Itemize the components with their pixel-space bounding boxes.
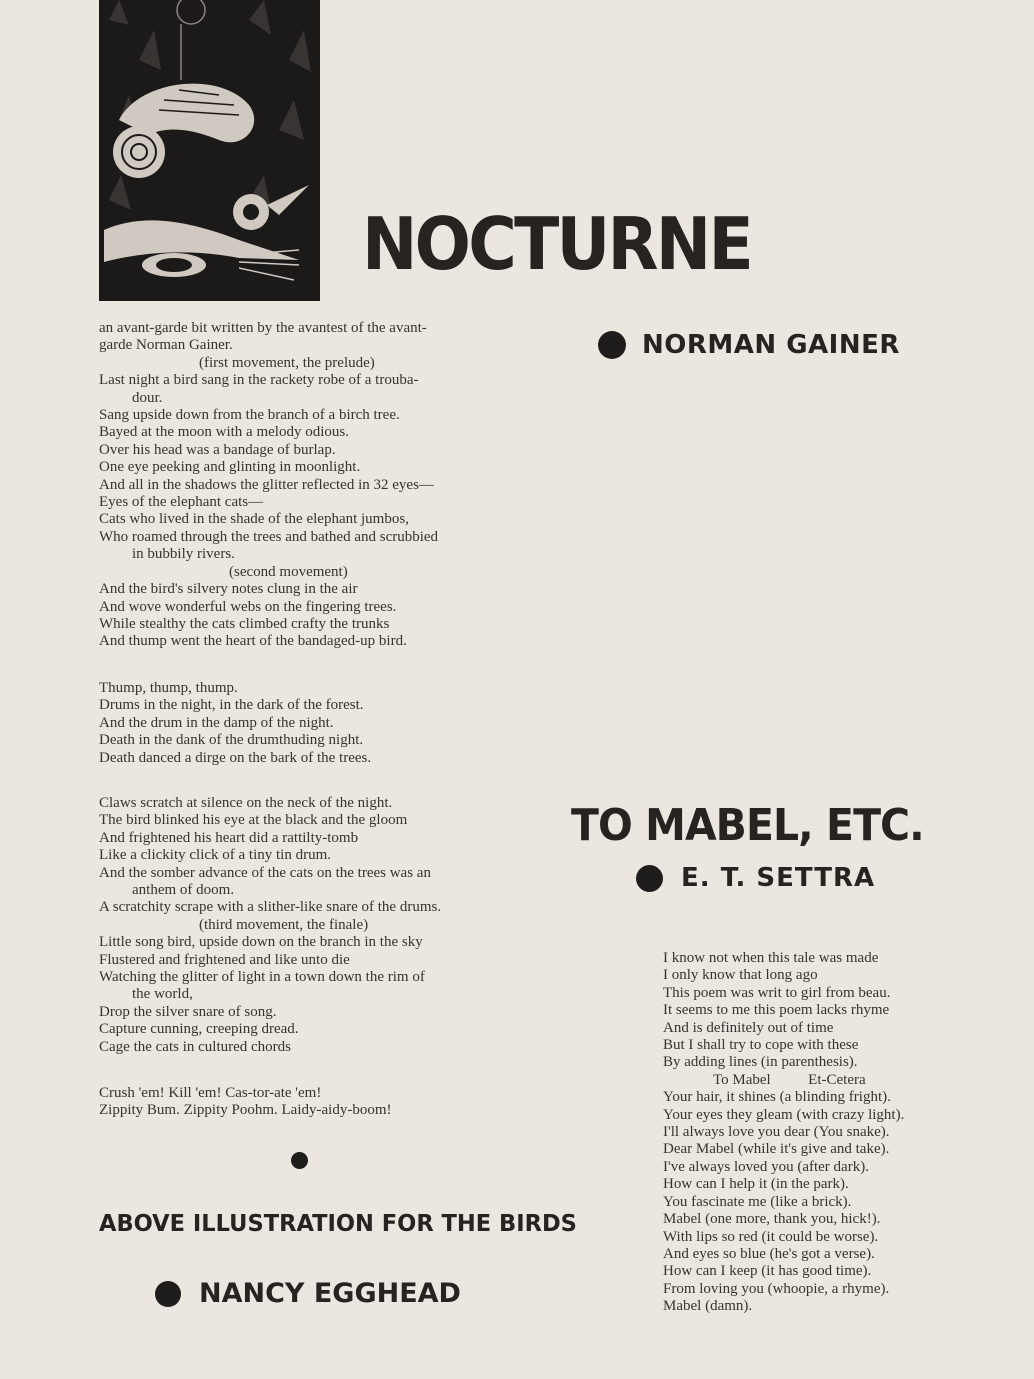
poem-line: It seems to me this poem lacks rhyme bbox=[663, 1002, 890, 1019]
poem-line: And frightened his heart did a rattilty-tomb bbox=[99, 829, 359, 846]
movement-heading: (second movement) bbox=[229, 563, 348, 580]
poem-line: Watching the glitter of light in a town down the rim of bbox=[99, 969, 425, 986]
poem-line: Thump, thump, thump. bbox=[99, 680, 238, 696]
poem-line: And all in the shadows the glitter reflected in 32 eyes— bbox=[99, 476, 434, 493]
poem-line: Bayed at the moon with a melody odious. bbox=[99, 424, 349, 441]
poem-line: I'll always love you dear (You snake). bbox=[663, 1124, 890, 1141]
poem-line: With lips so red (it could be worse). bbox=[663, 1228, 879, 1245]
poem-line: And thump went the heart of the bandaged-up bird. bbox=[99, 633, 407, 650]
poem-line: How can I keep (it has good time). bbox=[663, 1263, 872, 1280]
poem-line: Zippity Bum. Zippity Poohm. Laidy-aidy-boom! bbox=[99, 1102, 392, 1119]
poem-line: Who roamed through the trees and bathed and scrubbied bbox=[99, 528, 439, 545]
nocturne-title: NOCTURNE bbox=[362, 202, 751, 286]
poem-line: From loving you (whoopie, a rhyme). bbox=[663, 1280, 890, 1297]
author-name: NORMAN GAINER bbox=[642, 330, 900, 360]
bullet-dot-icon bbox=[155, 1281, 181, 1307]
poem-line: Crush 'em! Kill 'em! Cas-tor-ate 'em! bbox=[99, 1085, 322, 1101]
poem-line: the world, bbox=[132, 986, 193, 1003]
bullet-dot-icon bbox=[636, 865, 663, 892]
poem-line: garde Norman Gainer. bbox=[99, 337, 233, 354]
illustration-caption: ABOVE ILLUSTRATION FOR THE BIRDS bbox=[99, 1211, 577, 1237]
mabel-poem bbox=[663, 950, 904, 1316]
poem-line: Eyes of the elephant cats— bbox=[99, 494, 264, 511]
poem-line: dour. bbox=[132, 389, 163, 406]
poem-line: Little song bird, upside down on the branch in the sky bbox=[99, 934, 423, 951]
poem-line: I only know that long ago bbox=[663, 967, 818, 984]
poem-line: And the bird's silvery notes clung in the air bbox=[99, 581, 358, 598]
poem-line: Capture cunning, creeping dread. bbox=[99, 1021, 299, 1038]
poem-line: While stealthy the cats climbed crafty the trunks bbox=[99, 615, 390, 632]
bullet-dot-icon bbox=[598, 331, 626, 359]
poem-line: And the somber advance of the cats on the trees was an bbox=[99, 864, 431, 881]
poem-line: The bird blinked his eye at the black and the gloom bbox=[99, 812, 408, 829]
nocturne-byline bbox=[598, 330, 900, 360]
nocturne-stanza-3 bbox=[99, 795, 441, 1056]
poem-line: I've always loved you (after dark). bbox=[663, 1158, 869, 1175]
poem-line: Over his head was a bandage of burlap. bbox=[99, 441, 336, 458]
illustration-byline bbox=[155, 1278, 461, 1309]
poem-line: And wove wonderful webs on the fingering trees. bbox=[99, 598, 397, 615]
poem-line: Your hair, it shines (a blinding fright). bbox=[663, 1089, 891, 1106]
nocturne-stanza-2 bbox=[99, 680, 371, 767]
poem-line: How can I help it (in the park). bbox=[663, 1176, 849, 1193]
poem-line: By adding lines (in parenthesis). bbox=[663, 1054, 858, 1071]
poem-line: One eye peeking and glinting in moonlight. bbox=[99, 459, 361, 476]
nocturne-stanza-1 bbox=[99, 320, 438, 651]
poem-line: anthem of doom. bbox=[132, 882, 235, 899]
poem-line: A scratchity scrape with a slither-like snare of the drums. bbox=[99, 899, 442, 916]
poem-line: Claws scratch at silence on the neck of the night. bbox=[99, 795, 393, 811]
poem-line: in bubbily rivers. bbox=[132, 546, 235, 563]
author-name: E. T. SETTRA bbox=[681, 863, 876, 893]
poem-line: Your eyes they gleam (with crazy light). bbox=[663, 1106, 905, 1123]
poem-line: And the drum in the damp of the night. bbox=[99, 714, 334, 731]
poem-line: Last night a bird sang in the rackety robe of a trouba- bbox=[99, 372, 419, 389]
poem-line: And eyes so blue (he's got a verse). bbox=[663, 1245, 875, 1262]
poem-line: Death danced a dirge on the bark of the trees. bbox=[99, 749, 372, 766]
poem-line: And is definitely out of time bbox=[663, 1019, 834, 1036]
poem-line: Mabel (one more, thank you, hick!). bbox=[663, 1211, 881, 1228]
movement-heading: (first movement, the prelude) bbox=[199, 354, 375, 371]
movement-heading: (third movement, the finale) bbox=[199, 916, 369, 933]
poem-line: Drums in the night, in the dark of the forest. bbox=[99, 697, 364, 714]
poem-line: Cats who lived in the shade of the elephant jumbos, bbox=[99, 511, 409, 528]
poem-line: You fascinate me (like a brick). bbox=[663, 1193, 852, 1210]
separator-dot-icon bbox=[291, 1152, 308, 1169]
poem-line: Flustered and frightened and like unto die bbox=[99, 951, 350, 968]
nocturne-stanza-4 bbox=[99, 1085, 391, 1120]
poem-line: This poem was writ to girl from beau. bbox=[663, 984, 891, 1001]
poem-line: Dear Mabel (while it's give and take). bbox=[663, 1141, 890, 1158]
poem-line: Cage the cats in cultured chords bbox=[99, 1038, 292, 1055]
poem-line: Sang upside down from the branch of a birch tree. bbox=[99, 407, 400, 424]
mabel-byline bbox=[636, 863, 875, 893]
poem-line: Mabel (damn). bbox=[663, 1298, 753, 1315]
poem-line: an avant-garde bit written by the avantest of the avant- bbox=[99, 320, 427, 336]
artist-name: NANCY EGGHEAD bbox=[199, 1278, 461, 1309]
poem-line: Death in the dank of the drumthuding night. bbox=[99, 732, 364, 749]
poem-line: I know not when this tale was made bbox=[663, 950, 879, 966]
poem-heading: To Mabel Et-Cetera bbox=[713, 1071, 866, 1088]
mabel-title: TO MABEL, ETC. bbox=[571, 800, 924, 851]
poem-line: But I shall try to cope with these bbox=[663, 1037, 859, 1054]
poem-line: Drop the silver snare of song. bbox=[99, 1003, 277, 1020]
poem-line: Like a clickity click of a tiny tin drum. bbox=[99, 847, 332, 864]
bird-illustration bbox=[99, 0, 320, 301]
